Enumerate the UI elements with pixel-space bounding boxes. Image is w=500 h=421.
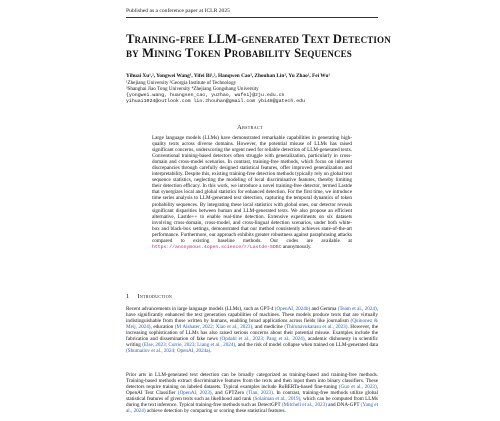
citation-link[interactable]: (Opdahl et al., 2023; Pang et al., 2024): [219, 336, 305, 343]
citation-link[interactable]: (Guo et al., 2023): [338, 384, 377, 391]
paragraph-text: , and medicine: [252, 324, 285, 331]
citation-link[interactable]: (Team et al., 2024): [337, 306, 377, 312]
paragraph-text: Prior arts in LLM-generated text detection can be broadly categorized as training-based and training-free methods. Training-based methods extract discriminative features from the texts and then input them into binary classifiers. These detectors require training on labeled datasets. Typical examples include RoBERTa-based fine-tuning: [126, 372, 378, 391]
citation-link[interactable]: (Shumailov et al., 2024; OpenAI, 2024a): [126, 348, 211, 355]
paragraph-text: , and the risk of model collapse when trained on LLM-generated data: [235, 342, 379, 349]
paragraph-text: . In contrast, training-free methods utilize global statistical features of given texts such as likelihood and rank: [126, 390, 379, 403]
intro-paragraph-1: [126, 306, 378, 354]
citation-link[interactable]: (Tian, 2023): [246, 390, 273, 397]
paragraph-text: , education: [150, 324, 175, 331]
intro-paragraph-2: [126, 372, 378, 414]
paragraph-text: and DNA-GPT: [326, 402, 361, 409]
citation-link[interactable]: (Else, 2023; Currie, 2023; Liang et al., 2024): [142, 342, 236, 349]
abstract-end: anonymously.: [282, 243, 312, 250]
email-line-2: yihuai1024@outlook.com lin.zhouhan@gmail.com ybi48@gatech.edu: [126, 99, 306, 104]
citation-link[interactable]: (Quinonez & Meij, 2024): [126, 318, 378, 331]
title-line-2: by Mining Token Probability Sequences: [126, 46, 352, 60]
paragraph-text: , academic dishonesty in scientific writing: [126, 336, 378, 349]
paragraph-text: , have significantly enhanced the text generation capabilities of machines. These models produce texts that are virtually indistinguishable from those written by humans, enabling broad applications across fields like journalism: [126, 306, 378, 325]
citation-link[interactable]: (Thirunavukarasu et al., 2023): [284, 324, 348, 331]
section-title: Introduction: [137, 293, 173, 300]
paragraph-text: achieve detection by comparing or scoring these statistical features.: [145, 408, 286, 415]
code-link[interactable]: https://anonymous.4open.science/r/Lastde-5DBC: [152, 244, 282, 250]
header-rule: [126, 17, 378, 18]
paragraph-text: and Gemma: [310, 306, 338, 312]
citation-link[interactable]: (OpenAI, 2024b): [274, 306, 311, 312]
abstract-heading: Abstract: [237, 124, 263, 131]
paper-title: [126, 32, 396, 60]
affiliation-line-2: ³Shanghai Jiao Tong University ⁴Zhejiang Gongshang University: [126, 86, 259, 92]
citation-link[interactable]: (Solaiman et al., 2019): [252, 396, 301, 403]
section-number: 1: [126, 293, 130, 300]
paragraph-text: , which can be computed from LLMs during the text inference. Typical training-free methods such as DetectGPT: [126, 396, 378, 409]
citation-link[interactable]: (Mitchell et al., 2023): [281, 402, 327, 409]
citation-link[interactable]: (M Alshater, 2022; Xiao et al., 2023): [174, 324, 253, 331]
conference-note: Published as a conference paper at ICLR 2025: [126, 8, 230, 14]
paragraph-text: .: [210, 348, 212, 355]
paragraph-text: . However, the increasing sophistication of LLMs has also raised serious concerns about their potential misuse. Examples include the fabrication and dissemination of fake news: [126, 324, 378, 343]
paragraph-text: , and GPTZero: [211, 390, 247, 397]
author-list: Yihuai Xu¹,², Yongwei Wang¹, Yifei Bi¹,², Hanqwen Cao³, Zhouhan Lin³, Yu Zhao¹, Fei Wu¹: [126, 73, 331, 79]
citation-link[interactable]: (Yang et al., 2024): [126, 402, 379, 415]
affiliation-line-1: ¹Zhejiang University ²Georgia Institute of Technology: [126, 80, 237, 86]
paragraph-text: Recent advancements in large language models (LLMs), such as GPT-4: [126, 306, 275, 312]
abstract-text: [152, 135, 352, 251]
citation-link[interactable]: (OpenAI, 2023): [177, 390, 212, 397]
abstract-body: Large language models (LLMs) have demonstrated remarkable capabilities in generating high-quality texts across diverse domains. However, the potential misuse of LLMs has raised significant concerns, underscoring the urgent need for reliable detection of LLM-generated texts. Conventional training-based detectors often struggle with generalization, particularly in cross-domain and cross-model scenarios. In contrast, training-free methods, which focus on inherent discrepancies through carefully designed statistical features, offer improved generalization and interpretability. Despite this, existing training-free detection methods typically rely on global text sequence statistics, neglecting the modeling of local discriminative features, thereby limiting their detection efficacy. In this work, we introduce a novel training-free detector, termed Lastde that synergizes local and global statistics for enhanced detection. For the first time, we introduce time series analysis to LLM-generated text detection, capturing the temporal dynamics of token probability sequences. By integrating these local statistics with global ones, our detector reveals significant disparities between human and LLM-generated texts. We also propose an efficient alternative, Lastde++ to enable real-time detection. Extensive experiments on six datasets involving cross-domain, cross-model, and cross-lingual detection scenarios, under both white-box and black-box settings, demonstrated that our method consistently achieves state-of-the-art performance. Furthermore, our approach exhibits greater robustness against paraphrasing attacks compared to existing baseline methods. Our codes are available at: [152, 135, 352, 244]
paragraph-text: , OpenAI Text Classifier: [126, 384, 378, 397]
section-heading-introduction: [126, 293, 172, 300]
email-line-1: {yongwei.wang, huangsen_cao, yuzhao, wufei}@zju.edu.cn: [126, 93, 285, 98]
title-line-1: Training-free LLM-generated Text Detection: [126, 32, 391, 46]
